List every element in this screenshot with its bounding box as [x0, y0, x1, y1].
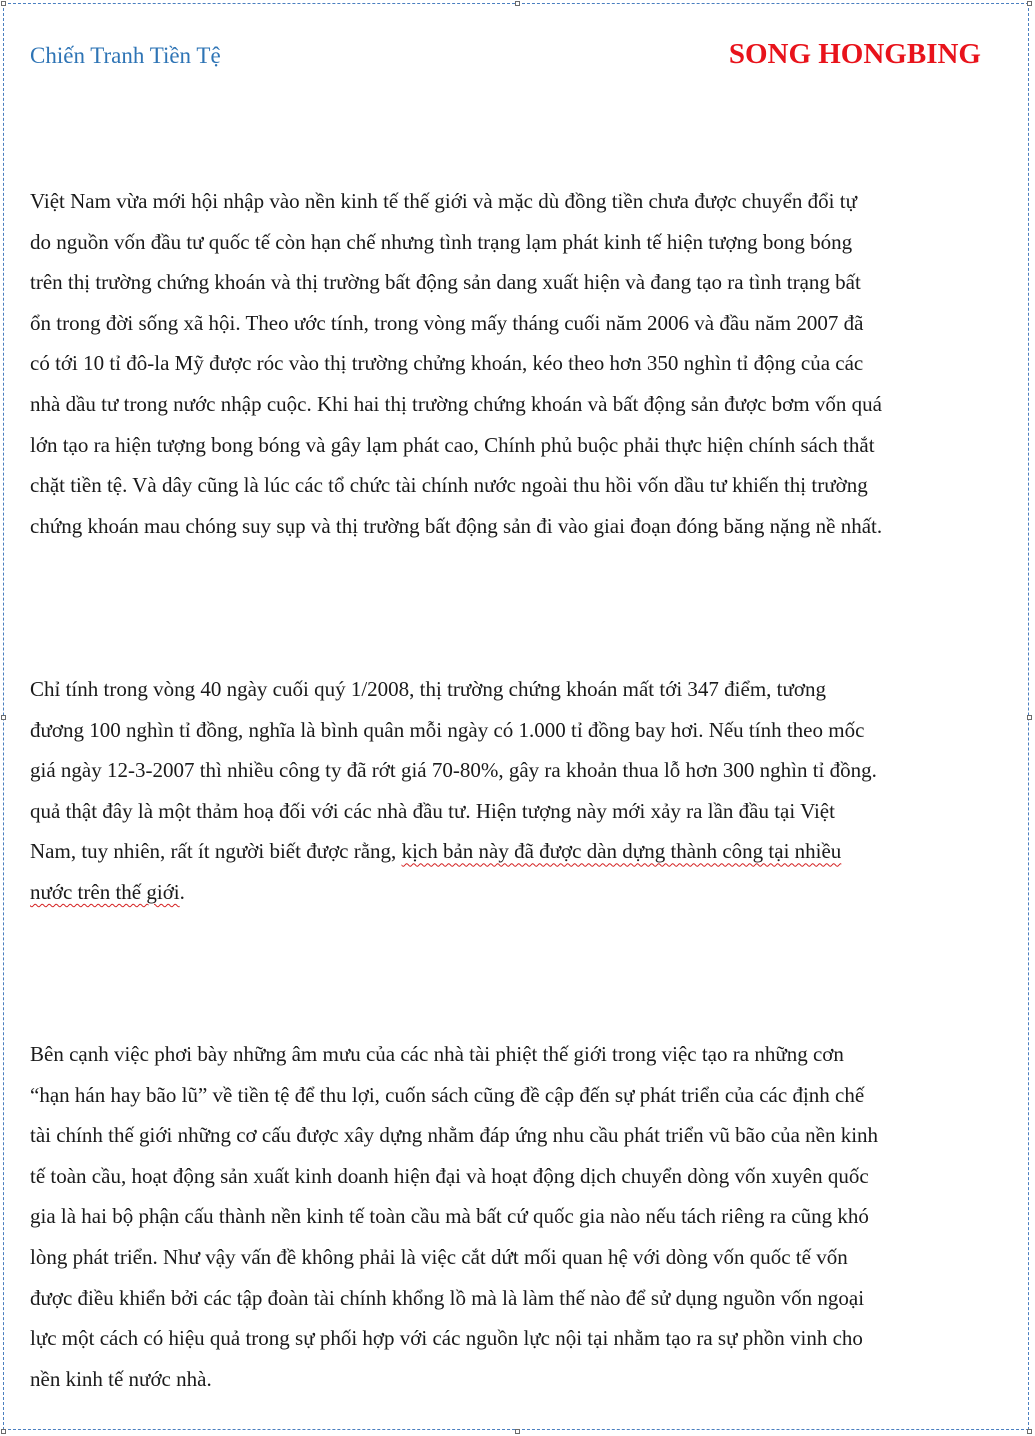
author-name: SONG HONGBING	[728, 38, 981, 70]
text-line: được điều khiển bởi các tập đoàn tài chính khổng lồ mà là làm thế nào để sử dụng nguồn vốn ngoại	[30, 1285, 865, 1310]
resize-handle-top-left[interactable]	[1, 1, 6, 6]
paragraph-2[interactable]	[30, 669, 990, 913]
text-line: Việt Nam vừa mới hội nhập vào nền kinh tế thế giới và mặc dù đồng tiền chưa được chuyển đổi tự	[30, 189, 857, 213]
text-line: chứng khoán mau chóng suy sụp và thị trường bất động sản đi vào giai đoạn đóng băng nặng nề nhất.	[30, 513, 883, 538]
text-line: gia là hai bộ phận cấu thành nền kinh tế toàn cầu mà bất cứ quốc gia nào nếu tách riêng ra cũng khó	[30, 1204, 869, 1229]
grammar-marked-text[interactable]: kịch bản này đã được dàn dựng thành công tại nhiều	[401, 839, 842, 864]
text-line: chặt tiền tệ. Và dây cũng là lúc các tổ chức tài chính nước ngoài thu hồi vốn dầu tư khiến thị trường	[30, 473, 868, 498]
resize-handle-middle-right[interactable]	[1027, 715, 1032, 720]
text-line: nhà dầu tư trong nước nhập cuộc. Khi hai thị trường chứng khoán và bất động sản được bơm vốn quá	[30, 391, 882, 416]
text-line	[30, 831, 990, 872]
text-line: ổn trong đời sống xã hội. Theo ước tính, trong vòng mấy tháng cuối năm 2006 và đầu năm 2007 đã	[30, 310, 864, 335]
text-line: “hạn hán hay bão lũ” về tiền tệ để thu lợi, cuốn sách cũng đề cập đến sự phát triển của các định chế	[30, 1082, 865, 1107]
text-line: do nguồn vốn đầu tư quốc tế còn hạn chế nhưng tình trạng lạm phát kinh tế hiện tượng bong bóng	[30, 229, 853, 254]
text-line: đương 100 nghìn tỉ đồng, nghĩa là bình quân mỗi ngày có 1.000 tỉ đồng bay hơi. Nếu tính theo mốc	[30, 717, 865, 742]
resize-handle-bottom-left[interactable]	[1, 1429, 6, 1434]
resize-handle-bottom-center[interactable]	[515, 1429, 520, 1434]
text-line: tế toàn cầu, hoạt động sản xuất kinh doanh hiện đại và hoạt động dịch chuyển dòng vốn xuyên quốc	[30, 1163, 869, 1188]
paragraph-1[interactable]	[30, 181, 990, 546]
text-line: Chỉ tính trong vòng 40 ngày cuối quý 1/2008, thị trường chứng khoán mất tới 347 điểm, tương	[30, 677, 826, 701]
text-line: Bên cạnh việc phơi bày những âm mưu của các nhà tài phiệt thế giới trong việc tạo ra những cơn	[30, 1042, 844, 1066]
text-line: lớn tạo ra hiện tượng bong bóng và gây lạm phát cao, Chính phủ buộc phải thực hiện chính sách thắt	[30, 432, 875, 457]
resize-handle-top-center[interactable]	[515, 1, 520, 6]
resize-handle-middle-left[interactable]	[1, 715, 6, 720]
text-line: có tới 10 tỉ đô-la Mỹ được róc vào thị trường chửng khoán, kéo theo hơn 350 nghìn tỉ động của các	[30, 351, 864, 376]
text-segment: .	[179, 879, 185, 904]
paragraph-3[interactable]	[30, 1034, 990, 1399]
text-line: quả thật đây là một thảm hoạ đối với các nhà đầu tư. Hiện tượng này mới xảy ra lần đầu tại Việt	[30, 798, 835, 823]
resize-handle-top-right[interactable]	[1027, 1, 1032, 6]
text-line: lòng phát triển. Như vậy vấn đề không phải là việc cắt dứt mối quan hệ với dòng vốn quốc tế vốn	[30, 1244, 848, 1269]
grammar-marked-text[interactable]: nước trên thế giới	[30, 879, 180, 904]
text-line: giá ngày 12-3-2007 thì nhiều công ty đã rớt giá 70-80%, gây ra khoản thua lỗ hơn 300 nghìn tỉ đồng.	[30, 758, 877, 783]
text-segment: Nam, tuy nhiên, rất ít người biết được rằng,	[30, 839, 402, 864]
text-line: trên thị trường chứng khoán và thị trường bất động sản dang xuất hiện và đang tạo ra tình trạng bất	[30, 270, 861, 295]
text-line: lực một cách có hiệu quả trong sự phối hợp với các nguồn lực nội tại nhằm tạo ra sự phồn vinh cho	[30, 1326, 863, 1351]
text-line: nền kinh tế nước nhà.	[30, 1366, 212, 1391]
text-line	[30, 872, 990, 913]
resize-handle-bottom-right[interactable]	[1027, 1429, 1032, 1434]
text-line: tài chính thế giới những cơ cấu được xây dựng nhằm đáp ứng nhu cầu phát triển vũ bão của nền kinh	[30, 1123, 879, 1148]
book-title: Chiến Tranh Tiền Tệ	[30, 43, 221, 68]
